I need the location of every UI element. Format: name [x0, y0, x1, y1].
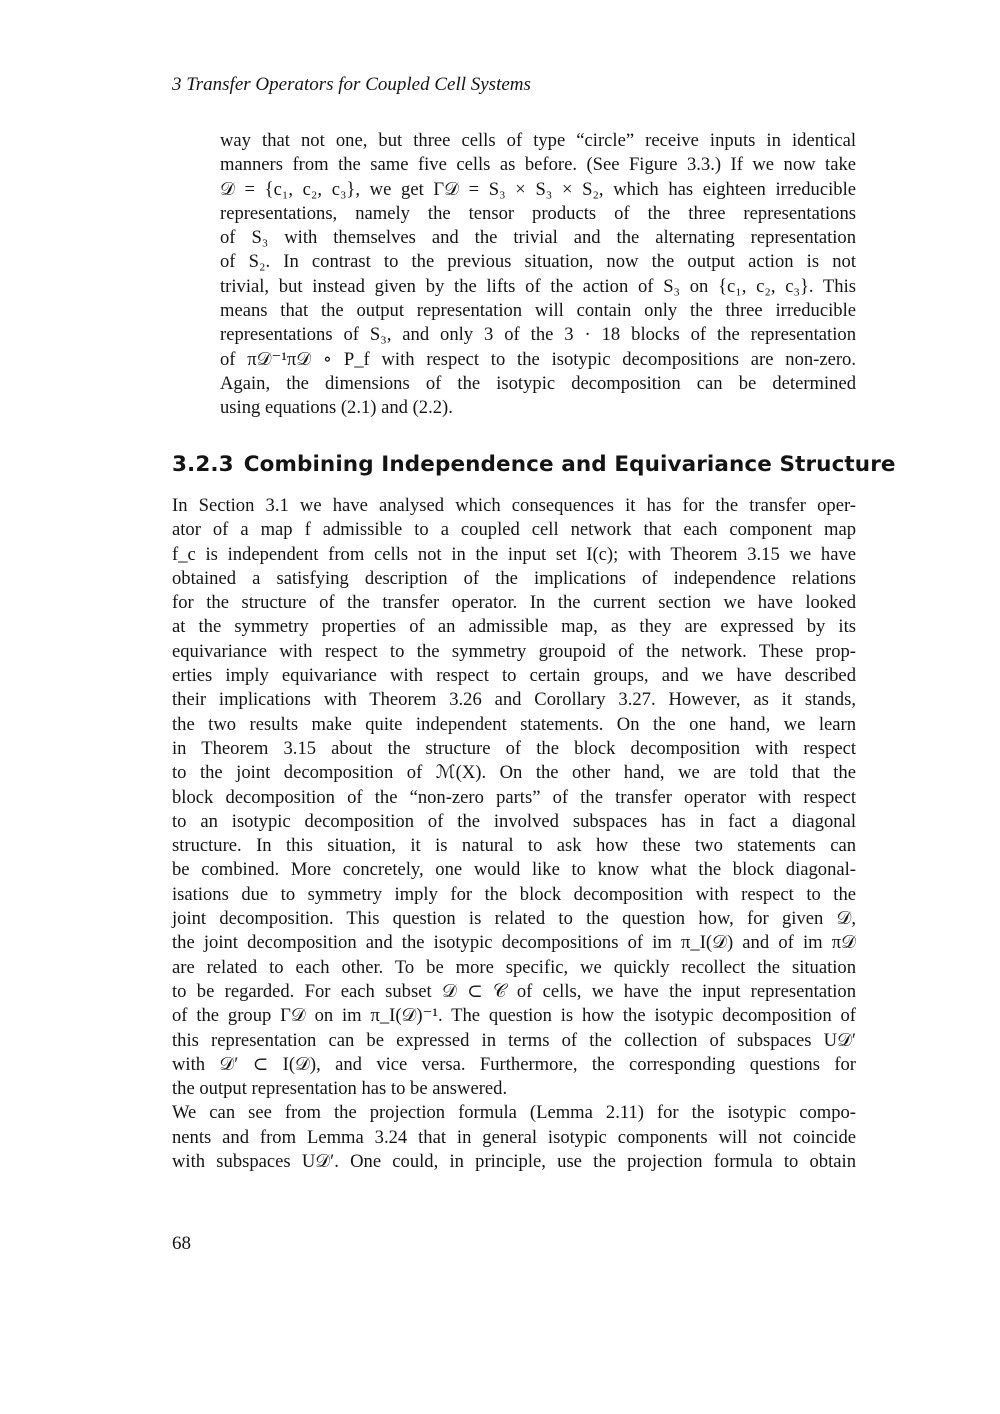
section-heading: [172, 452, 906, 477]
text-line: with 𝒟′ ⊂ I(𝒟), and vice versa. Furthermore, the corresponding questions for: [172, 1053, 856, 1075]
text-line: for the structure of the transfer operator. In the current section we have looked: [172, 592, 856, 614]
text-line: to an isotypic decomposition of the involved subspaces has in fact a diagonal: [172, 810, 856, 832]
text-line: trivial, but instead given by the lifts of the action of S₃ on {c₁, c₂, c₃}. This: [220, 275, 856, 297]
indented-paragraph: [220, 129, 856, 421]
text-line: the output representation has to be answered.: [172, 1078, 508, 1100]
text-line: at the symmetry properties of an admissible map, as they are expressed by its: [172, 616, 856, 638]
text-line: using equations (2.1) and (2.2).: [220, 397, 453, 419]
text-line: to be regarded. For each subset 𝒟 ⊂ 𝒞 of cells, we have the input representation: [172, 980, 856, 1002]
text-line: erties imply equivariance with respect to certain groups, and we have described: [172, 665, 856, 687]
section-number: 3.2.3: [172, 452, 234, 477]
text-line: means that the output representation will contain only the three irreducible: [220, 300, 856, 322]
text-line: of the group Γ𝒟 on im π_I(𝒟)⁻¹. The question is how the isotypic decomposition of: [172, 1005, 856, 1027]
text-line: of π𝒟⁻¹π𝒟 ∘ P_f with respect to the isotypic decompositions are non-zero.: [220, 348, 856, 370]
body-text: [172, 494, 856, 1174]
section-title: Combining Independence and Equivariance Structure: [243, 452, 896, 477]
text-line: Again, the dimensions of the isotypic decomposition can be determined: [220, 372, 856, 394]
text-line: ator of a map f admissible to a coupled cell network that each component map: [172, 519, 856, 541]
running-header: 3 Transfer Operators for Coupled Cell Systems: [172, 74, 531, 95]
text-line: are related to each other. To be more specific, we quickly recollect the situation: [172, 956, 856, 978]
text-line: manners from the same five cells as before. (See Figure 3.3.) If we now take: [220, 154, 856, 176]
text-line: We can see from the projection formula (Lemma 2.11) for the isotypic compo-: [172, 1102, 856, 1124]
text-line: equivariance with respect to the symmetry groupoid of the network. These prop-: [172, 640, 856, 662]
text-line: the two results make quite independent statements. On the one hand, we learn: [172, 713, 856, 735]
page-number: 68: [172, 1233, 191, 1254]
text-line: of S₃ with themselves and the trivial and the alternating representation: [220, 227, 856, 249]
text-line: representations, namely the tensor products of the three representations: [220, 202, 856, 224]
text-line: isations due to symmetry imply for the block decomposition with respect to the: [172, 883, 856, 905]
text-line: their implications with Theorem 3.26 and Corollary 3.27. However, as it stands,: [172, 689, 856, 711]
text-line: nents and from Lemma 3.24 that in general isotypic components will not coincide: [172, 1126, 856, 1148]
text-line: f_c is independent from cells not in the input set I(c); with Theorem 3.15 we have: [172, 543, 856, 565]
text-line: in Theorem 3.15 about the structure of the block decomposition with respect: [172, 737, 856, 759]
text-line: joint decomposition. This question is related to the question how, for given 𝒟,: [172, 908, 856, 930]
text-line: block decomposition of the “non-zero parts” of the transfer operator with respect: [172, 786, 856, 808]
text-line: 𝒟 = {c₁, c₂, c₃}, we get Γ𝒟 = S₃ × S₃ × S₂, which has eighteen irreducible: [220, 178, 856, 200]
text-line: way that not one, but three cells of type “circle” receive inputs in identical: [220, 130, 856, 151]
text-line: obtained a satisfying description of the implications of independence relations: [172, 567, 856, 589]
text-line: this representation can be expressed in terms of the collection of subspaces U𝒟′: [172, 1029, 856, 1051]
text-line: of S₂. In contrast to the previous situation, now the output action is not: [220, 251, 856, 273]
text-line: with subspaces U𝒟′. One could, in principle, use the projection formula to obtain: [172, 1151, 856, 1173]
text-line: representations of S₃, and only 3 of the 3 · 18 blocks of the representation: [220, 324, 856, 346]
text-line: the joint decomposition and the isotypic decompositions of im π_I(𝒟) and of im π𝒟: [172, 932, 856, 954]
text-line: In Section 3.1 we have analysed which consequences it has for the transfer oper-: [172, 495, 856, 516]
text-line: be combined. More concretely, one would like to know what the block diagonal-: [172, 859, 856, 881]
text-line: structure. In this situation, it is natural to ask how these two statements can: [172, 835, 856, 857]
text-line: to the joint decomposition of ℳ(X). On the other hand, we are told that the: [172, 762, 856, 784]
